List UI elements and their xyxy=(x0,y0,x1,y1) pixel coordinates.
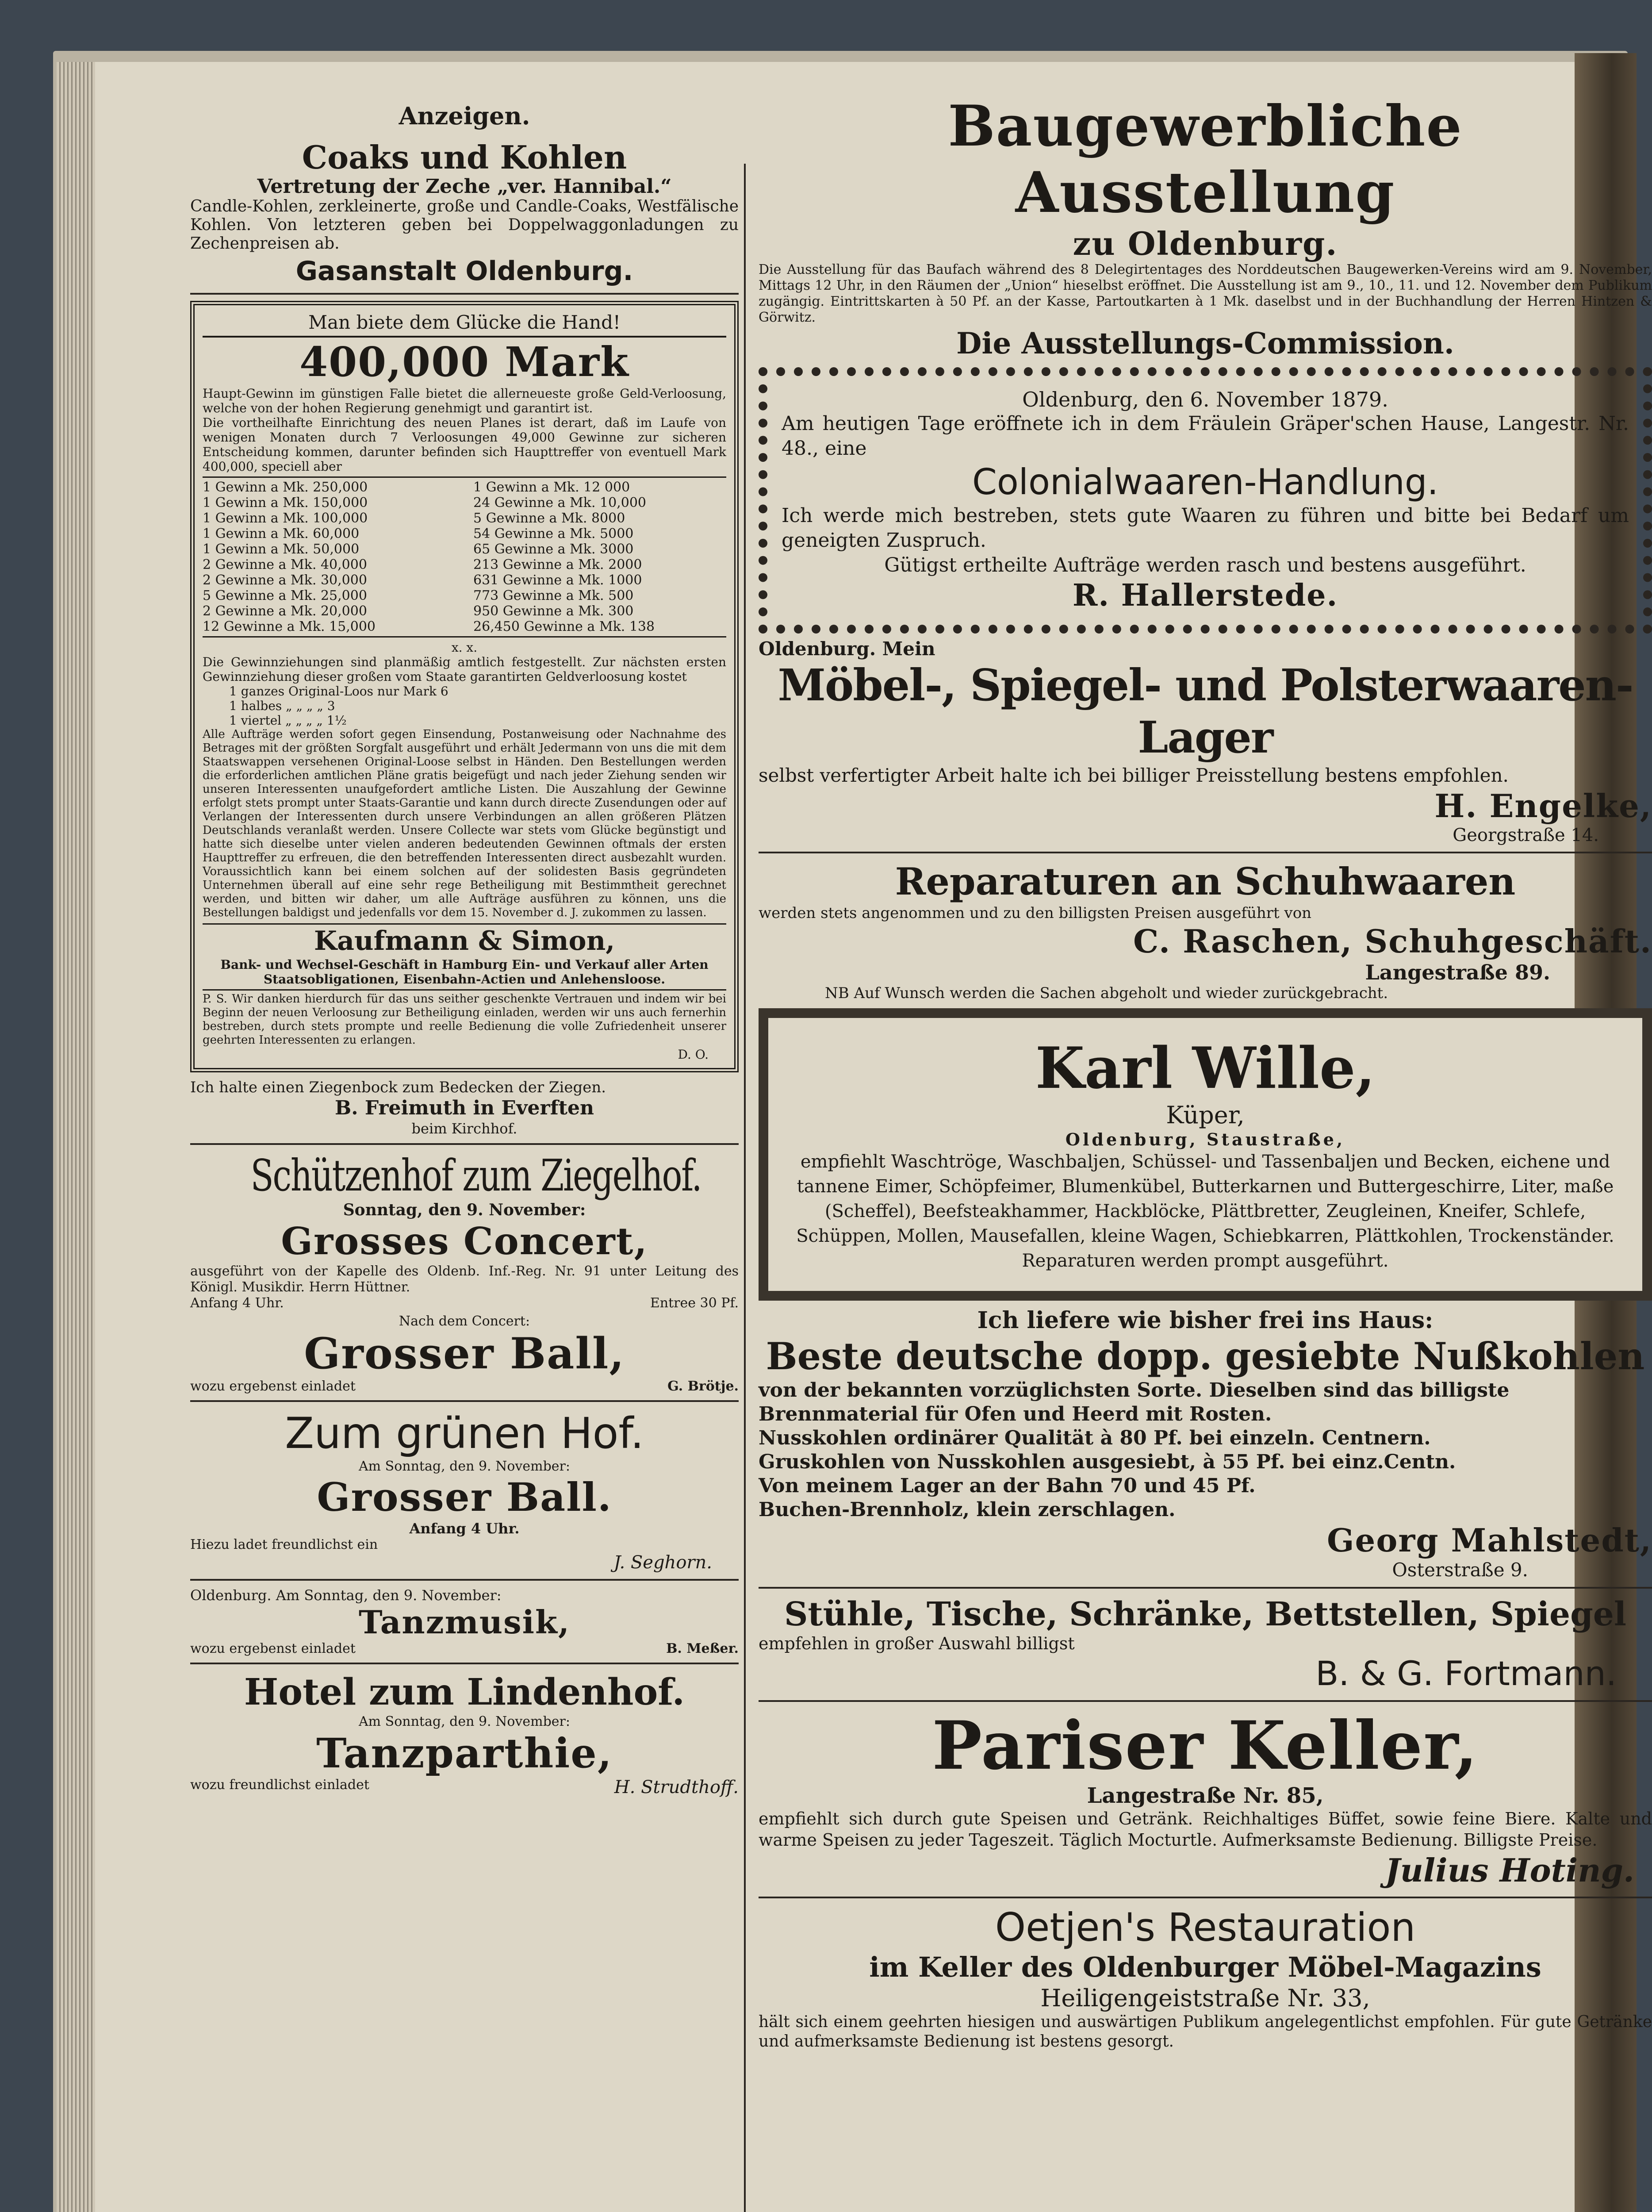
coaks-signer: Gasanstalt Oldenburg. xyxy=(295,256,633,287)
prize-row: 1 Gewinn a Mk. 100,000 xyxy=(203,511,368,526)
prize-row: 1 Gewinn a Mk. 12 000 xyxy=(473,480,630,495)
colonial-text3: Gütigst ertheilte Aufträge werden rasch und bestens ausgeführt. xyxy=(884,554,1526,576)
prize-row: 773 Gewinne a Mk. 500 xyxy=(473,588,634,603)
prize-row: 5 Gewinne a Mk. 25,000 xyxy=(203,588,367,603)
wille-trade: Küper, xyxy=(1166,1101,1245,1129)
ziegenbock-name: B. Freimuth in Everften xyxy=(335,1097,594,1119)
lindenhof-event: Tanzparthie, xyxy=(316,1729,613,1777)
oetjen-subtitle: im Keller des Oldenburger Möbel-Magazins xyxy=(869,1951,1541,1983)
divider xyxy=(190,1400,739,1402)
pariser-title: Pariser Keller, xyxy=(932,1707,1479,1785)
tanzmusik-ad xyxy=(190,1587,739,1656)
gruener-hof-start: Anfang 4 Uhr. xyxy=(409,1520,520,1537)
divider xyxy=(759,1700,1652,1702)
prize-row: 1 Gewinn a Mk. 50,000 xyxy=(203,541,360,557)
ausstellung-sign: Die Ausstellungs-Commission. xyxy=(956,326,1454,361)
divider xyxy=(190,1663,739,1664)
coaks-body: Candle-Kohlen, zerkleinerte, große und Candle-Coaks, Westfälische Kohlen. Von letzteren geben bei Doppelwaggonladungen zu Zechenpreisen ab. xyxy=(190,197,739,253)
tanzmusik-sign: B. Meßer. xyxy=(666,1641,739,1656)
oetjen-title: Oetjen's Restauration xyxy=(995,1905,1416,1950)
lottery-prices xyxy=(203,684,726,728)
prize-row: 26,450 Gewinne a Mk. 138 xyxy=(473,619,655,634)
pariser-body: empfiehlt sich durch gute Speisen und Getränk. Reichhaltiges Büffet, sowie feine Biere. Kalte und warme Speisen zu jeder Tageszeit. Täglich Mocturtle. Aufmerksamste Bedienung. Billigste Preise. xyxy=(759,1809,1652,1850)
prize-row: 950 Gewinne a Mk. 300 xyxy=(473,603,634,619)
kohlen-line: Von meinem Lager an der Bahn 70 und 45 Pf. xyxy=(759,1475,1256,1497)
price-row: 1 halbes „ „ „ „ 3 xyxy=(229,699,335,713)
fortmann-title: Stühle, Tische, Schränke, Bettstellen, Spiegel xyxy=(784,1595,1627,1633)
lottery-ad xyxy=(190,301,739,1072)
fortmann-sign: B. & G. Fortmann. xyxy=(1315,1654,1617,1693)
kohlen-lines xyxy=(759,1379,1652,1522)
oetjen-ad xyxy=(759,1905,1652,2051)
lindenhof-sign-row xyxy=(190,1777,739,1797)
ausstellung-subtitle: zu Oldenburg. xyxy=(1073,225,1338,262)
prize-row: 1 Gewinn a Mk. 150,000 xyxy=(203,495,368,511)
kohlen-line: Gruskohlen von Nusskohlen ausgesiebt, à 55 Pf. bei einz.Centn. xyxy=(759,1451,1456,1473)
prize-row: 1 Gewinn a Mk. 250,000 xyxy=(203,480,368,495)
oetjen-body: hält sich einem geehrten hiesigen und auswärtigen Publikum angelegentlichst empfohlen. Für gute Getränke und aufmerksamste Bedienung ist bestens gesorgt. xyxy=(759,2013,1652,2051)
coaks-title: Coaks und Kohlen xyxy=(302,138,627,176)
lindenhof-date: Am Sonntag, den 9. November: xyxy=(359,1714,570,1729)
pariser-sign: Julius Hoting. xyxy=(1385,1851,1634,1889)
prize-row: 24 Gewinne a Mk. 10,000 xyxy=(473,495,646,511)
schuetzenhof-invite: wozu ergebenst einladet xyxy=(190,1379,356,1394)
lottery-ps: P. S. Wir danken hierdurch für das uns seither geschenkte Vertrauen und indem wir bei Beginn der neuen Verloosung zur Betheiligung einladen, werden wir uns auch fernerhin bestreben, durch stets prompte und reelle Bedienung die volle Zufriedenheit unserer geehrten Interessenten zu erlangen. xyxy=(203,989,726,1047)
schuetzenhof-event: Grosses Concert, xyxy=(281,1219,648,1263)
lindenhof-ad xyxy=(190,1671,739,1797)
gruener-hof-ad xyxy=(190,1408,739,1573)
lindenhof-invite: wozu freundlichst einladet xyxy=(190,1777,369,1793)
section-title: Anzeigen. xyxy=(399,102,530,130)
tanzmusik-event: Tanzmusik, xyxy=(359,1603,570,1641)
prize-row: 2 Gewinne a Mk. 40,000 xyxy=(203,557,367,572)
moebel-ad xyxy=(759,638,1652,845)
schuetzenhof-body: ausgeführt von der Kapelle des Oldenb. Inf.-Reg. Nr. 91 unter Leitung des Königl. Musikdir. Herrn Hüttner. xyxy=(190,1263,739,1295)
wille-ad xyxy=(759,1008,1652,1301)
lottery-header: Man biete dem Glücke die Hand! xyxy=(203,311,726,338)
wille-name: Karl Wille, xyxy=(1035,1035,1376,1102)
gruener-hof-invite: Hiezu ladet freundlichst ein xyxy=(190,1537,378,1552)
schuh-nb: NB Auf Wunsch werden die Sachen abgeholt und wieder zurückgebracht. xyxy=(825,984,1388,1002)
pariser-addr: Langestraße Nr. 85, xyxy=(1087,1783,1324,1808)
ziegenbock-text: Ich halte einen Ziegenbock zum Bedecken der Ziegen. xyxy=(190,1079,606,1096)
lindenhof-sign: H. Strudthoff. xyxy=(614,1777,739,1797)
page-edges xyxy=(57,62,96,2212)
lottery-ps-sign: D. O. xyxy=(678,1047,709,1062)
gruener-hof-title: Zum grünen Hof. xyxy=(285,1409,644,1458)
prize-row: 2 Gewinne a Mk. 30,000 xyxy=(203,572,367,588)
lottery-draw-text: Die Gewinnziehungen sind planmäßig amtlich festgestellt. Zur nächsten ersten Gewinnziehung dieser großen vom Staate garantirten Geldverloosung kostet xyxy=(203,655,726,684)
prize-row: 12 Gewinne a Mk. 15,000 xyxy=(203,619,376,634)
moebel-addr: Georgstraße 14. xyxy=(1453,825,1599,845)
colonial-place-date: Oldenburg, den 6. November 1879. xyxy=(1022,388,1388,411)
lottery-intro2: Die vortheilhafte Einrichtung des neuen Planes ist derart, daß im Laufe von wenigen Monaten durch 7 Verloosungen 49,000 Gewinne zur sicheren Entscheidung kommen, darunter befinden sich Haupttreffer von eventuell Mark 400,000, speciell aber xyxy=(203,415,726,474)
colonial-sign: R. Hallerstede. xyxy=(1072,578,1338,613)
fortmann-ad xyxy=(759,1595,1652,1694)
prize-row: 54 Gewinne a Mk. 5000 xyxy=(473,526,634,541)
tanzmusik-invite: wozu ergebenst einladet xyxy=(190,1641,356,1656)
divider xyxy=(190,1143,739,1145)
column-divider xyxy=(744,164,746,2212)
price-row: 1 ganzes Original-Loos nur Mark 6 xyxy=(229,684,448,699)
schuh-text: werden stets angenommen und zu den billigsten Preisen ausgeführt von xyxy=(759,904,1312,922)
prize-list-right xyxy=(473,480,726,634)
kohlen-line: Buchen-Brennholz, klein zerschlagen. xyxy=(759,1498,1176,1521)
ausstellung-title: Baugewerbliche Ausstellung xyxy=(948,93,1463,225)
kohlen-line: Brennmaterial für Ofen und Heerd mit Rosten. xyxy=(759,1403,1272,1425)
schuetzenhof-fee: Entree 30 Pf. xyxy=(650,1295,739,1311)
schuetzenhof-info-row xyxy=(190,1295,739,1311)
moebel-intro: Oldenburg. Mein xyxy=(759,638,935,660)
lottery-etc: x. x. xyxy=(451,640,478,655)
schuetzenhof-date: Sonntag, den 9. November: xyxy=(343,1201,586,1219)
prize-row: 2 Gewinne a Mk. 20,000 xyxy=(203,603,367,619)
kohlen-intro: Ich liefere wie bisher frei ins Haus: xyxy=(977,1307,1434,1334)
ziegenbock-addr: beim Kirchhof. xyxy=(411,1120,517,1137)
lindenhof-title: Hotel zum Lindenhof. xyxy=(244,1671,685,1713)
schuetzenhof-title: Schützenhof zum Ziegelhof. xyxy=(250,1151,701,1201)
newspaper-page xyxy=(95,62,1652,2212)
schuetzenhof-after: Nach dem Concert: xyxy=(399,1313,530,1329)
moebel-text: selbst verfertigter Arbeit halte ich bei billiger Preisstellung bestens empfohlen. xyxy=(759,764,1509,786)
prize-row: 1 Gewinn a Mk. 60,000 xyxy=(203,526,360,541)
schuh-addr: Langestraße 89. xyxy=(1365,960,1550,984)
schuetzenhof-sign: G. Brötje. xyxy=(667,1379,739,1394)
lottery-amount: 400,000 Mark xyxy=(299,338,629,386)
gruener-hof-sign: J. Seghorn. xyxy=(613,1552,712,1573)
price-row: 1 viertel „ „ „ „ 1½ xyxy=(229,713,347,728)
ausstellung-body: Die Ausstellung für das Baufach während des 8 Delegirtentages des Norddeutschen Baugewerken-Vereins wird am 9. November, Mittags 12 Uhr, in den Räumen der „Union“ hieselbst eröffnet. Die Ausstellung ist am 9., 10., 11. und 12. November dem Publikum zugängig. Eintrittskarten à 50 Pf. an der Kasse, Partoutkarten à 1 Mk. daselbst und in der Buchhandlung der Herren Hintzen & Görwitz. xyxy=(759,262,1652,325)
coaks-line1: Vertretung der Zeche „ver. Hannibal.“ xyxy=(257,175,672,198)
lottery-firm-desc: Bank- und Wechsel-Geschäft in Hamburg Ein- und Verkauf aller Arten Staatsobligationen, Eisenbahn-Actien und Anlehensloose. xyxy=(220,957,709,987)
schuetzenhof-ad xyxy=(190,1151,739,1394)
kohlen-sign: Georg Mahlstedt, xyxy=(1327,1521,1652,1559)
colonial-text1: Am heutigen Tage eröffnete ich in dem Fräulein Gräper'schen Hause, Langestr. Nr. 48., eine xyxy=(782,412,1629,460)
schuetzenhof-ball: Grosser Ball, xyxy=(304,1329,625,1379)
lottery-firm: Kaufmann & Simon, xyxy=(203,923,726,957)
colonial-business: Colonialwaaren-Handlung. xyxy=(972,461,1439,503)
schuh-sign: C. Raschen, Schuhgeschäft. xyxy=(1133,922,1652,960)
gruener-hof-date: Am Sonntag, den 9. November: xyxy=(359,1459,570,1474)
kohlen-line: von der bekannten vorzüglichsten Sorte. Dieselben sind das billigste xyxy=(759,1379,1510,1402)
divider xyxy=(759,1897,1652,1898)
divider xyxy=(759,852,1652,853)
wille-place: Oldenburg, Staustraße, xyxy=(1065,1129,1345,1149)
tanzmusik-place-date: Oldenburg. Am Sonntag, den 9. November: xyxy=(190,1587,502,1604)
schuh-ad xyxy=(759,860,1652,1002)
wille-body: empfiehlt Waschtröge, Waschbaljen, Schüssel- und Tassenbaljen und Becken, eichene und tannene Eimer, Schöpfeimer, Blumenkübel, Butterkarnen und Buttergeschirre, Liter, maße (Scheffel), Beefsteakhammer, Hackblöcke, Plättbretter, Zeugleinen, Kneifer, Schlefe, Schüppen, Mollen, Mausefallen, kleine Wagen, Schiebkarren, Plättkohlen, Trockenständer. Reparaturen werden prompt ausgeführt. xyxy=(796,1152,1614,1271)
divider xyxy=(190,293,739,295)
prize-row: 213 Gewinne a Mk. 2000 xyxy=(473,557,642,572)
ausstellung-ad xyxy=(759,93,1652,361)
tanzmusik-sign-row xyxy=(190,1641,739,1656)
prize-row: 65 Gewinne a Mk. 3000 xyxy=(473,541,634,557)
moebel-sign: H. Engelke, xyxy=(1434,787,1652,825)
kohlen-ad xyxy=(759,1307,1652,1581)
kohlen-addr: Osterstraße 9. xyxy=(1392,1559,1528,1581)
pariser-ad xyxy=(759,1708,1652,1890)
left-column xyxy=(190,93,739,1797)
kohlen-line: Nusskohlen ordinärer Qualität à 80 Pf. bei einzeln. Centnern. xyxy=(759,1427,1431,1449)
schuetzenhof-sign-row xyxy=(190,1379,739,1394)
prize-row: 5 Gewinne a Mk. 8000 xyxy=(473,511,625,526)
moebel-title: Möbel-, Spiegel- und Polsterwaaren-Lager xyxy=(778,660,1633,763)
divider xyxy=(759,1587,1652,1589)
prize-row: 631 Gewinne a Mk. 1000 xyxy=(473,572,642,588)
ziegenbock-ad xyxy=(190,1079,739,1137)
lottery-body: Alle Aufträge werden sofort gegen Einsendung, Postanweisung oder Nachnahme des Betrages mit der größten Sorgfalt ausgeführt und erhält Jedermann von uns die mit dem Staatswappen versehenen Original-Loose selbst in Händen. Den Bestellungen werden die erforderlichen amtlichen Pläne gratis beigefügt und nach jeder Ziehung senden wir unseren Interessenten unaufgefordert amtliche Listen. Die Auszahlung der Gewinne erfolgt stets prompt unter Staats-Garantie und kann durch directe Zusendungen oder auf Verlangen der Interessenten durch unsere Verbindungen an allen größeren Plätzen Deutschlands veranlaßt werden. Unsere Collecte war stets vom Glücke begünstigt und hatte sich dieselbe unter vielen anderen bedeutenden Gewinnen oftmals der ersten Haupttreffer zu erfreuen, die den betreffenden Interessenten direct ausbezahlt wurden. Voraussichtlich kann bei einem solchen auf der solidesten Basis gegründeten Unternehmen überall auf eine sehr rege Betheiligung mit Bestimmtheit gerechnet werden, und bitten wir daher, um alle Aufträge ausführen zu können, uns die Bestellungen baldigst und jedenfalls vor dem 15. November d. J. zukommen zu lassen. xyxy=(203,728,726,919)
colonial-ad xyxy=(759,367,1652,634)
right-column xyxy=(759,93,1652,2051)
schuetzenhof-start: Anfang 4 Uhr. xyxy=(190,1295,284,1311)
fortmann-text: empfehlen in großer Auswahl billigst xyxy=(759,1634,1075,1653)
coaks-ad xyxy=(190,139,739,287)
colonial-text2: Ich werde mich bestreben, stets gute Waaren zu führen und bitte bei Bedarf um geneigten Zuspruch. xyxy=(782,504,1629,552)
oetjen-addr: Heiligengeiststraße Nr. 33, xyxy=(1040,1984,1370,2012)
prize-list-left xyxy=(203,480,456,634)
lottery-intro: Haupt-Gewinn im günstigen Falle bietet die allerneueste große Geld-Verloosung, welche von der hohen Regierung genehmigt und garantirt ist. xyxy=(203,386,726,415)
schuh-title: Reparaturen an Schuhwaaren xyxy=(895,860,1516,903)
kohlen-title: Beste deutsche dopp. gesiebte Nußkohlen xyxy=(766,1334,1645,1378)
prize-table xyxy=(203,476,726,637)
gruener-hof-ball: Grosser Ball. xyxy=(317,1474,612,1520)
divider xyxy=(190,1579,739,1581)
